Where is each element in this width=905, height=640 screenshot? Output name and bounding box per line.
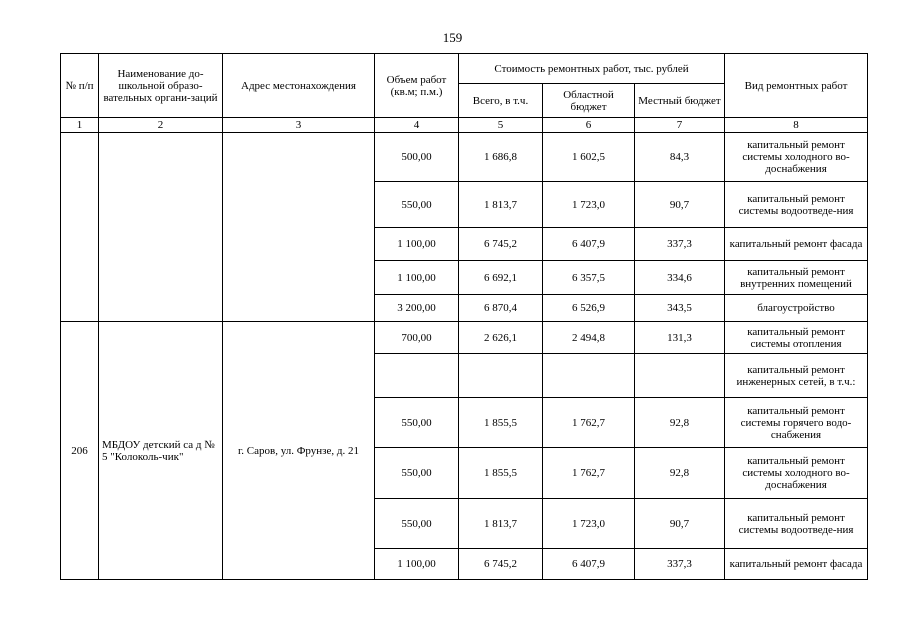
header-cost-group: Стоимость ремонтных работ, тыс. рублей xyxy=(459,54,725,84)
cell-total xyxy=(459,354,543,398)
cell-regional: 1 723,0 xyxy=(543,499,635,549)
cell-type: благоустройство xyxy=(725,295,868,322)
cell-regional: 6 407,9 xyxy=(543,228,635,261)
cell-regional: 6 407,9 xyxy=(543,549,635,580)
cell-address xyxy=(223,133,375,322)
cell-local xyxy=(635,354,725,398)
cell-regional: 1 602,5 xyxy=(543,133,635,182)
cell-local: 84,3 xyxy=(635,133,725,182)
cell-name xyxy=(99,133,223,322)
cell-volume xyxy=(375,354,459,398)
cell-local: 92,8 xyxy=(635,448,725,499)
cell-volume: 550,00 xyxy=(375,182,459,228)
cell-volume: 1 100,00 xyxy=(375,261,459,295)
col-number-2: 2 xyxy=(99,118,223,133)
cell-regional: 1 762,7 xyxy=(543,398,635,448)
header-address: Адрес местонахождения xyxy=(223,54,375,118)
cell-num: 206 xyxy=(61,322,99,580)
cell-type: капитальный ремонт системы холодного во-доснабжения xyxy=(725,448,868,499)
cell-total: 1 686,8 xyxy=(459,133,543,182)
table-row xyxy=(61,133,868,182)
col-number-5: 5 xyxy=(459,118,543,133)
cell-regional: 2 494,8 xyxy=(543,322,635,354)
cell-local: 90,7 xyxy=(635,182,725,228)
header-type: Вид ремонтных работ xyxy=(725,54,868,118)
cell-type: капитальный ремонт системы холодного во-доснабжения xyxy=(725,133,868,182)
col-number-3: 3 xyxy=(223,118,375,133)
cell-volume: 700,00 xyxy=(375,322,459,354)
header-regional: Областной бюджет xyxy=(543,84,635,118)
cell-local: 337,3 xyxy=(635,549,725,580)
cell-local: 334,6 xyxy=(635,261,725,295)
cell-local: 92,8 xyxy=(635,398,725,448)
cell-type: капитальный ремонт системы водоотведе-ния xyxy=(725,499,868,549)
header-volume: Объем работ (кв.м; п.м.) xyxy=(375,54,459,118)
cell-volume: 1 100,00 xyxy=(375,228,459,261)
cell-type: капитальный ремонт инженерных сетей, в т.ч.: xyxy=(725,354,868,398)
cell-total: 1 813,7 xyxy=(459,499,543,549)
cell-regional: 6 357,5 xyxy=(543,261,635,295)
col-number-4: 4 xyxy=(375,118,459,133)
header-total: Всего, в т.ч. xyxy=(459,84,543,118)
cell-num xyxy=(61,133,99,322)
cell-volume: 550,00 xyxy=(375,499,459,549)
cell-regional xyxy=(543,354,635,398)
cell-address: г. Саров, ул. Фрунзе, д. 21 xyxy=(223,322,375,580)
cell-regional: 1 762,7 xyxy=(543,448,635,499)
cell-type: капитальный ремонт внутренних помещений xyxy=(725,261,868,295)
repair-works-table xyxy=(60,53,868,580)
page-number: 159 xyxy=(442,30,463,45)
cell-volume: 550,00 xyxy=(375,398,459,448)
cell-type: капитальный ремонт системы отопления xyxy=(725,322,868,354)
header-local: Местный бюджет xyxy=(635,84,725,118)
cell-regional: 6 526,9 xyxy=(543,295,635,322)
cell-volume: 3 200,00 xyxy=(375,295,459,322)
cell-total: 6 870,4 xyxy=(459,295,543,322)
col-number-6: 6 xyxy=(543,118,635,133)
cell-total: 2 626,1 xyxy=(459,322,543,354)
col-number-1: 1 xyxy=(61,118,99,133)
col-number-7: 7 xyxy=(635,118,725,133)
cell-type: капитальный ремонт фасада xyxy=(725,228,868,261)
cell-total: 1 855,5 xyxy=(459,448,543,499)
cell-volume: 500,00 xyxy=(375,133,459,182)
cell-local: 343,5 xyxy=(635,295,725,322)
table-row xyxy=(61,322,868,354)
cell-local: 90,7 xyxy=(635,499,725,549)
cell-volume: 550,00 xyxy=(375,448,459,499)
cell-type: капитальный ремонт системы водоотведе-ния xyxy=(725,182,868,228)
cell-type: капитальный ремонт системы горячего водо-снабжения xyxy=(725,398,868,448)
cell-total: 1 813,7 xyxy=(459,182,543,228)
cell-type: капитальный ремонт фасада xyxy=(725,549,868,580)
cell-name: МБДОУ детский са д № 5 "Колоколь-чик" xyxy=(99,322,223,580)
cell-total: 6 692,1 xyxy=(459,261,543,295)
header-name: Наименование до-школьной образо-вательных органи-заций xyxy=(99,54,223,118)
cell-local: 131,3 xyxy=(635,322,725,354)
cell-total: 6 745,2 xyxy=(459,549,543,580)
header-num: № п/п xyxy=(61,54,99,118)
cell-total: 6 745,2 xyxy=(459,228,543,261)
cell-total: 1 855,5 xyxy=(459,398,543,448)
cell-local: 337,3 xyxy=(635,228,725,261)
col-number-8: 8 xyxy=(725,118,868,133)
cell-volume: 1 100,00 xyxy=(375,549,459,580)
cell-regional: 1 723,0 xyxy=(543,182,635,228)
